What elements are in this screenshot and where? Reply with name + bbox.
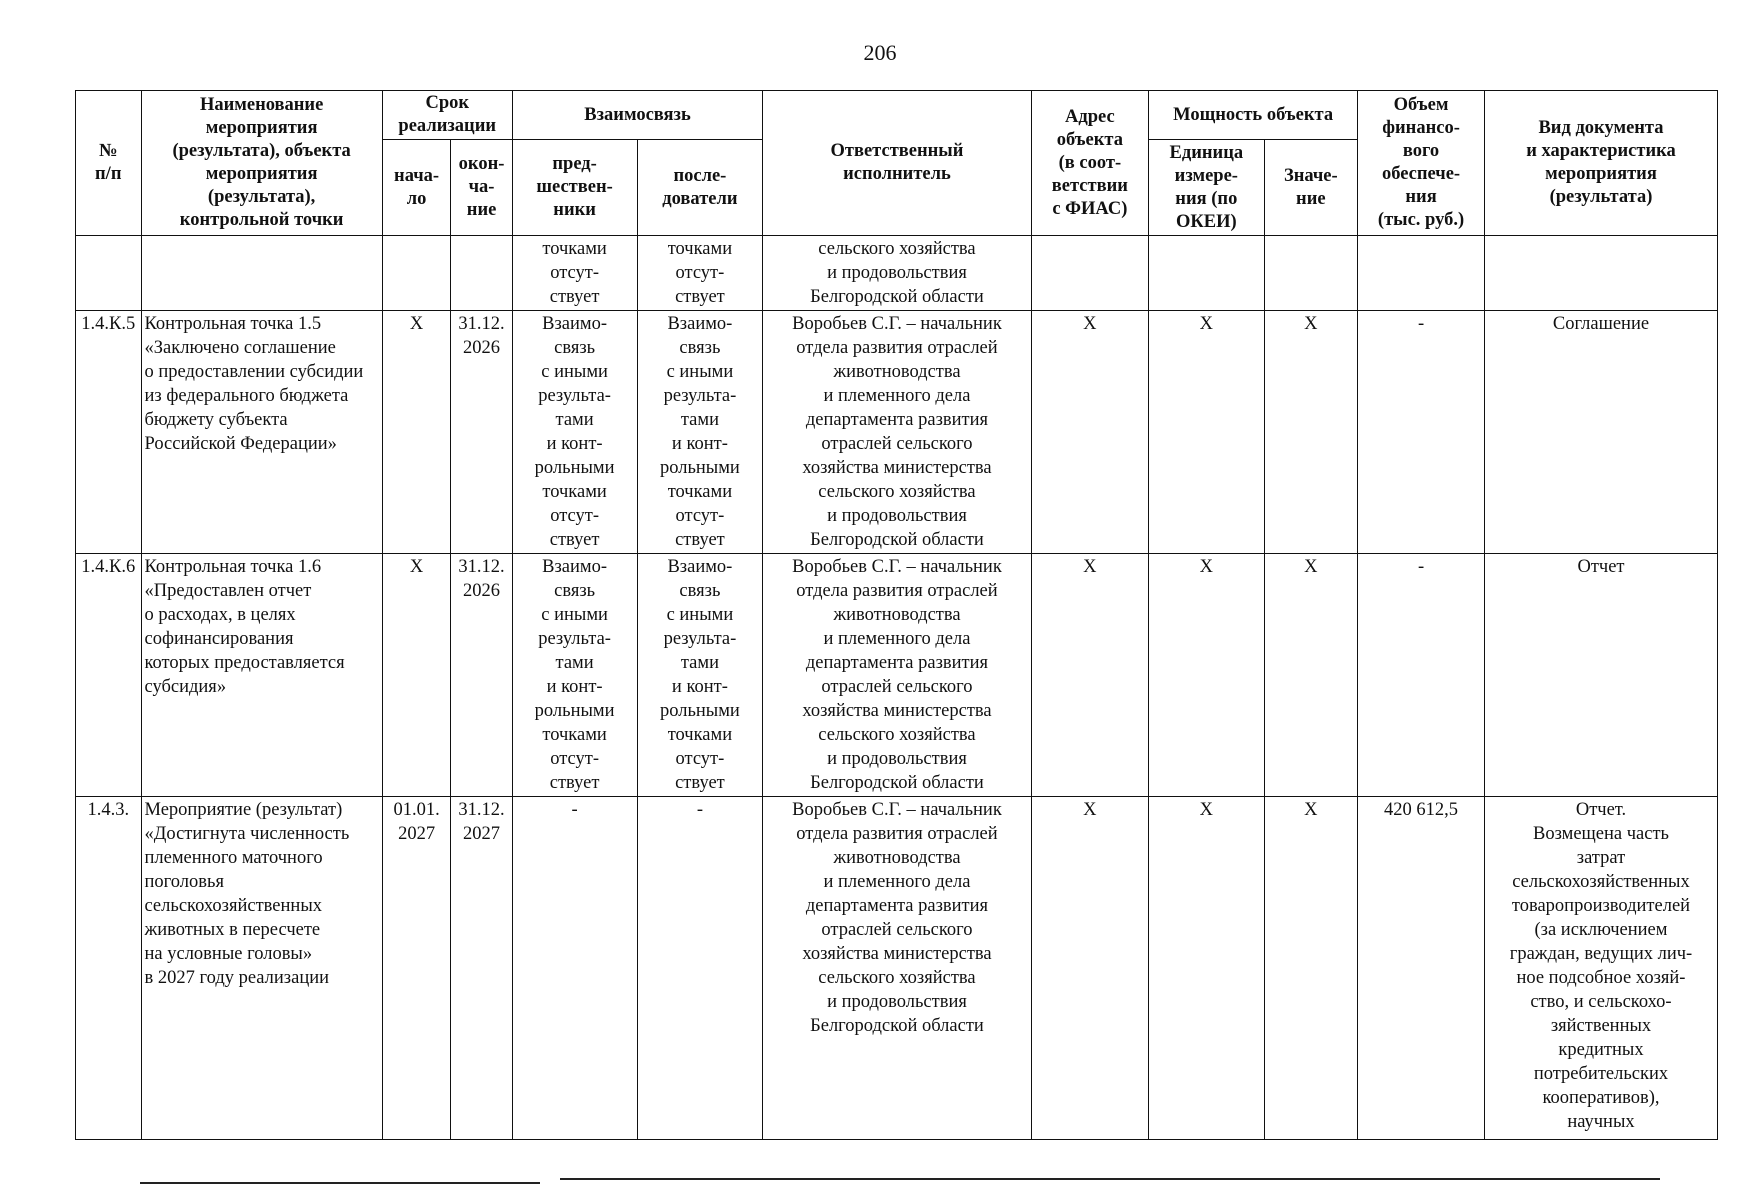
header-unit: Единица измере- ния (по ОКЕИ)	[1149, 140, 1264, 236]
cell-address	[1031, 236, 1149, 311]
page-number: 206	[863, 40, 897, 65]
cell-next: Взаимо- связь с иными результа- тами и конт- рольными точками отсут- ствует	[637, 554, 763, 797]
cell-name: Контрольная точка 1.6 «Предоставлен отчет о расходах, в целях софинансирования которых предоставляется субсидия»	[141, 554, 382, 797]
header-name: Наименование мероприятия (результата), объекта мероприятия (результата), контрольной точки	[141, 91, 382, 236]
cell-value: X	[1264, 554, 1358, 797]
scan-rule-right	[560, 1178, 1660, 1180]
cell-pred: Взаимо- связь с иными результа- тами и конт- рольными точками отсут- ствует	[512, 554, 637, 797]
cell-doc: Соглашение	[1484, 311, 1717, 554]
cell-end: 31.12. 2027	[451, 797, 512, 1140]
cell-address: X	[1031, 797, 1149, 1140]
header-term-end: окон- ча- ние	[451, 140, 512, 236]
header-link-pred: пред- шествен- ники	[512, 140, 637, 236]
cell-value	[1264, 236, 1358, 311]
cell-end	[451, 236, 512, 311]
cell-pred: -	[512, 797, 637, 1140]
plan-table	[75, 90, 1718, 1140]
cell-unit: X	[1149, 797, 1264, 1140]
table-row	[76, 311, 1718, 554]
cell-start: 01.01. 2027	[382, 797, 451, 1140]
cell-num: 1.4.3.	[76, 797, 142, 1140]
cell-doc: Отчет. Возмещена часть затрат сельскохозяйственных товаропроизводителей (за исключением граждан, ведущих лич- ное подсобное хозяй- ство, и сельскохо- зяйственных кредитных потребительских кооперативов), научных	[1484, 797, 1717, 1140]
cell-end: 31.12. 2026	[451, 554, 512, 797]
cell-next: точками отсут- ствует	[637, 236, 763, 311]
cell-start: X	[382, 311, 451, 554]
cell-unit: X	[1149, 311, 1264, 554]
cell-finance	[1358, 236, 1485, 311]
cell-finance: -	[1358, 311, 1485, 554]
cell-pred: точками отсут- ствует	[512, 236, 637, 311]
scan-rule-left	[140, 1182, 540, 1184]
cell-responsible: Воробьев С.Г. – начальник отдела развития отраслей животноводства и племенного дела департамента развития отраслей сельского хозяйства министерства сельского хозяйства и продовольствия Белгородской области	[763, 554, 1031, 797]
cell-responsible: Воробьев С.Г. – начальник отдела развития отраслей животноводства и племенного дела департамента развития отраслей сельского хозяйства министерства сельского хозяйства и продовольствия Белгородской области	[763, 797, 1031, 1140]
header-address: Адрес объекта (в соот- ветствии с ФИАС)	[1031, 91, 1149, 236]
cell-name	[141, 236, 382, 311]
cell-responsible: сельского хозяйства и продовольствия Белгородской области	[763, 236, 1031, 311]
header-link-next: после- дователи	[637, 140, 763, 236]
cell-address: X	[1031, 311, 1149, 554]
table-row	[76, 797, 1718, 1140]
cell-start	[382, 236, 451, 311]
header-responsible: Ответственный исполнитель	[763, 91, 1031, 236]
cell-num: 1.4.К.5	[76, 311, 142, 554]
cell-value: X	[1264, 311, 1358, 554]
table-row	[76, 236, 1718, 311]
cell-unit	[1149, 236, 1264, 311]
cell-name: Мероприятие (результат) «Достигнута численность племенного маточного поголовья сельскохозяйственных животных в пересчете на условные головы» в 2027 году реализации	[141, 797, 382, 1140]
header-term-start: нача- ло	[382, 140, 451, 236]
cell-doc: Отчет	[1484, 554, 1717, 797]
header-capacity: Мощность объекта	[1149, 91, 1358, 140]
cell-num: 1.4.К.6	[76, 554, 142, 797]
header-doc: Вид документа и характеристика мероприятия (результата)	[1484, 91, 1717, 236]
header-finance: Объем финансо- вого обеспече- ния (тыс. руб.)	[1358, 91, 1485, 236]
header-num: № п/п	[76, 91, 142, 236]
cell-finance: 420 612,5	[1358, 797, 1485, 1140]
cell-name: Контрольная точка 1.5 «Заключено соглашение о предоставлении субсидии из федерального бюджета бюджету субъекта Российской Федерации»	[141, 311, 382, 554]
cell-value: X	[1264, 797, 1358, 1140]
cell-finance: -	[1358, 554, 1485, 797]
header-link: Взаимосвязь	[512, 91, 763, 140]
header-value: Значе- ние	[1264, 140, 1358, 236]
table-row	[76, 554, 1718, 797]
cell-end: 31.12. 2026	[451, 311, 512, 554]
cell-next: Взаимо- связь с иными результа- тами и конт- рольными точками отсут- ствует	[637, 311, 763, 554]
cell-start: X	[382, 554, 451, 797]
cell-pred: Взаимо- связь с иными результа- тами и конт- рольными точками отсут- ствует	[512, 311, 637, 554]
cell-num	[76, 236, 142, 311]
cell-responsible: Воробьев С.Г. – начальник отдела развития отраслей животноводства и племенного дела департамента развития отраслей сельского хозяйства министерства сельского хозяйства и продовольствия Белгородской области	[763, 311, 1031, 554]
cell-next: -	[637, 797, 763, 1140]
cell-unit: X	[1149, 554, 1264, 797]
cell-doc	[1484, 236, 1717, 311]
cell-address: X	[1031, 554, 1149, 797]
header-term: Срок реализации	[382, 91, 512, 140]
